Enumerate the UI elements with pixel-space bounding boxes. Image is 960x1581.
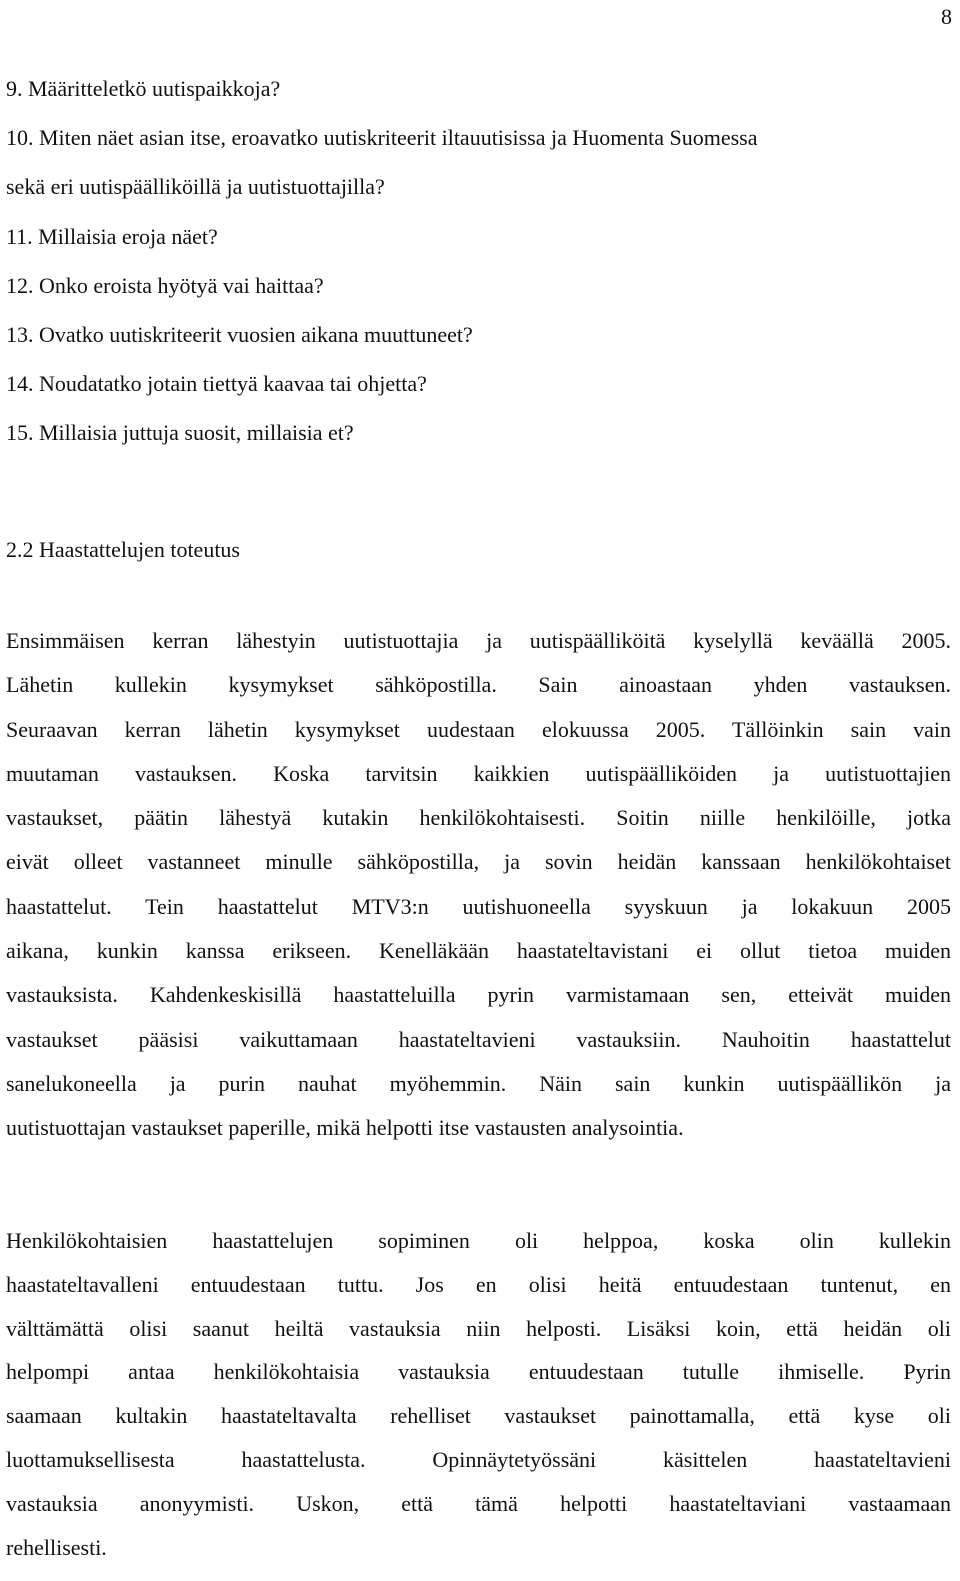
paragraph-1-line: Seuraavan kerran lähetin kysymykset uudestaan elokuussa 2005. Tällöinkin sain vain (6, 716, 951, 742)
paragraph-2-line: haastateltavalleni entuudestaan tuttu. Jos en olisi heitä entuudestaan tuntenut, en (6, 1271, 951, 1297)
paragraph-1-line: vastaukset, päätin lähestyä kutakin henkilökohtaisesti. Soitin niille henkilöille, jotka (6, 805, 951, 831)
paragraph-1-line: sanelukoneella ja purin nauhat myöhemmin. Näin sain kunkin uutispäällikön ja (6, 1070, 951, 1096)
section-heading: 2.2 Haastattelujen toteutus (6, 537, 240, 562)
paragraph-1-line: aikana, kunkin kanssa erikseen. Kenelläkään haastateltavistani ei ollut tietoa muiden (6, 938, 951, 964)
paragraph-1-line: muutaman vastauksen. Koska tarvitsin kaikkien uutispäälliköiden ja uutistuottajien (6, 760, 951, 786)
question-9: 9. Määritteletkö uutispaikkoja? (6, 76, 281, 101)
paragraph-1-line: uutistuottajan vastaukset paperille, mikä helpotti itse vastausten analysointia. (6, 1115, 684, 1141)
paragraph-2-line: välttämättä olisi saanut heiltä vastauksia niin helposti. Lisäksi koin, että heidän oli (6, 1315, 951, 1341)
paragraph-2-line: luottamuksellisesta haastattelusta. Opinnäytetyössäni käsittelen haastateltavieni (6, 1446, 951, 1472)
paragraph-2-line: saamaan kultakin haastateltavalta rehelliset vastaukset painottamalla, että kyse oli (6, 1403, 951, 1429)
paragraph-1-line: haastattelut. Tein haastattelut MTV3:n uutishuoneella syyskuun ja lokakuun 2005 (6, 893, 951, 919)
paragraph-2-line: rehellisesti. (6, 1534, 107, 1560)
paragraph-2 (6, 1219, 951, 1569)
paragraph-2-line: helpompi antaa henkilökohtaisia vastauksia entuudestaan tutulle ihmiselle. Pyrin (6, 1359, 951, 1385)
paragraph-1 (6, 619, 951, 1151)
paragraph-2-line: vastauksia anonyymisti. Uskon, että tämä helpotti haastateltaviani vastaamaan (6, 1490, 951, 1516)
question-10: 10. Miten näet asian itse, eroavatko uutiskriteerit iltauutisissa ja Huomenta Suomessa (6, 125, 758, 151)
paragraph-1-line: vastaukset pääsisi vaikuttamaan haastateltavieni vastauksiin. Nauhoitin haastattelut (6, 1026, 951, 1052)
question-15: 15. Millaisia juttuja suosit, millaisia et? (6, 420, 354, 446)
question-12: 12. Onko eroista hyötyä vai haittaa? (6, 272, 324, 298)
paragraph-2-line: Henkilökohtaisien haastattelujen sopiminen oli helppoa, koska olin kullekin (6, 1228, 951, 1253)
paragraph-1-line: Lähetin kullekin kysymykset sähköpostilla. Sain ainoastaan yhden vastauksen. (6, 672, 951, 698)
paragraph-1-line: vastauksista. Kahdenkeskisillä haastatteluilla pyrin varmistamaan sen, etteivät muiden (6, 982, 951, 1008)
page-number: 8 (941, 4, 952, 29)
question-list (6, 64, 951, 458)
paragraph-1-line: eivät olleet vastanneet minulle sähköpostilla, ja sovin heidän kanssaan henkilökohtaiset (6, 849, 951, 875)
question-14: 14. Noudatatko jotain tiettyä kaavaa tai ohjetta? (6, 371, 427, 397)
question-10-continued: sekä eri uutispäälliköillä ja uutistuottajilla? (6, 174, 385, 200)
paragraph-1-line: Ensimmäisen kerran lähestyin uutistuottajia ja uutispäälliköitä kyselyllä keväällä 2005. (6, 628, 951, 653)
question-11: 11. Millaisia eroja näet? (6, 223, 218, 249)
question-13: 13. Ovatko uutiskriteerit vuosien aikana muuttuneet? (6, 322, 473, 348)
